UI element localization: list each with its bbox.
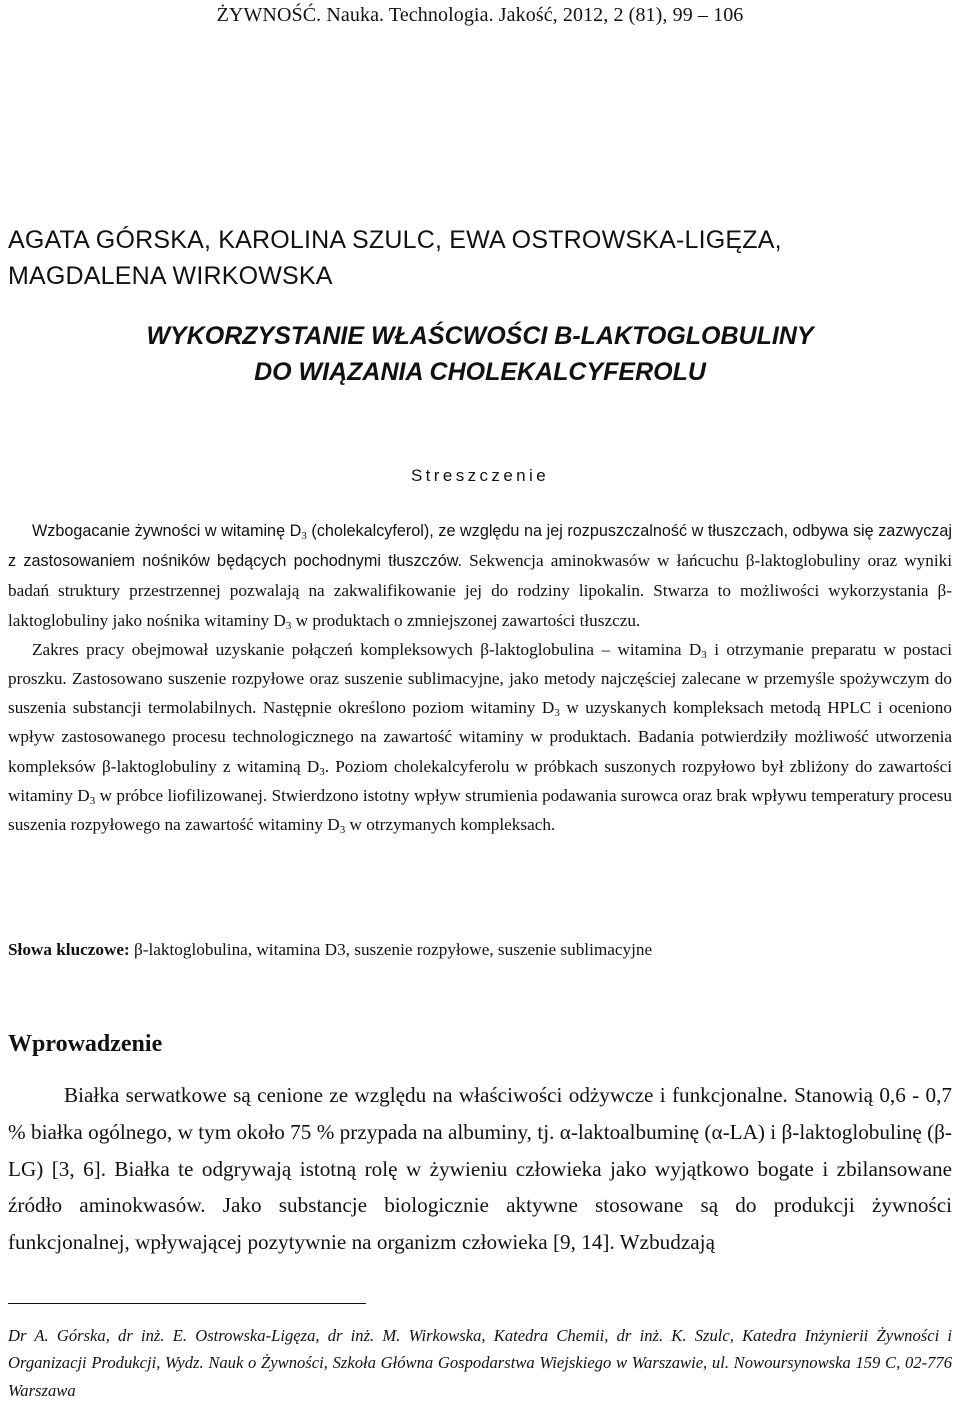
abstract-text: w uzyskanych kompleksach metodą HPLC i oceniono wpływ zastosowanego procesu technologicznego na zawartość witaminy w produktach. Badania potwierdziły możliwość utworzenia kompleksów β-laktoglobuliny z witaminą D: [8, 698, 952, 776]
subscript: 3: [554, 707, 560, 720]
footnote: [8, 1322, 952, 1404]
section-heading: Wprowadzenie: [8, 1031, 163, 1057]
intro-paragraph: Białka serwatkowe są cenione ze względu na właściwości odżywcze i funkcjonalne. Stanowią 0,6 - 0,7 % białka ogólnego, w tym około 75 % przypada na albuminy, tj. α-laktoalbuminę (α-LA) i β-laktoglobulinę (β-LG) [3, 6]. Białka te odgrywają istotną rolę w żywieniu człowieka jako wyjątkowo bogate i zbilansowane źródło aminokwasów. Jako substancje biologicznie aktywne stosowane są do produkcji żywności funkcjonalnej, wpływającej pozytywnie na organizm człowieka [9, 14]. Wzbudzają: [8, 1083, 952, 1255]
abstract-text: Wzbogacanie żywności w witaminę D: [32, 522, 302, 540]
authors-line-1: AGATA GÓRSKA, KAROLINA SZULC, EWA OSTROWSKA-LIGĘZA,: [8, 226, 782, 254]
footnote-rule: [8, 1303, 366, 1304]
abstract-text: Zakres pracy obejmował uzyskanie połączeń kompleksowych β-laktoglobulina – witamina D: [32, 639, 702, 659]
keywords-label: Słowa kluczowe:: [8, 940, 130, 959]
abstract-text: w próbce liofilizowanej. Stwierdzono istotny wpływ strumienia podawania surowca oraz brak wpływu temperatury procesu suszenia rozpyłowego na zawartość witaminy D: [8, 785, 952, 835]
subscript: 3: [89, 794, 96, 807]
abstract: [8, 516, 952, 839]
abstract-paragraph-1: [8, 516, 952, 635]
subscript: 3: [701, 648, 707, 661]
abstract-text: w otrzymanych kompleksach.: [345, 815, 556, 835]
abstract-text: (cholekalcyferol), ze względu na jej rozpuszczalność w tłuszczach, odbywa się zazwyczaj z zastosowaniem nośników będących pochodnymi tłuszczów.: [8, 522, 952, 571]
subscript: 3: [301, 530, 307, 542]
keywords: [8, 936, 952, 964]
abstract-paragraph-2: [8, 635, 952, 839]
title-line-2: DO WIĄZANIA CHOLEKALCYFEROLU: [254, 358, 706, 386]
running-head: ŻYWNOŚĆ. Nauka. Technologia. Jakość, 2012, 2 (81), 99 – 106: [216, 4, 744, 26]
abstract-text: Sekwencja aminokwasów w łańcuchu β-laktoglobuliny oraz wyniki badań struktury przestrzennej pozwalają na zakwalifikowanie jej do rodziny lipokalin. Stwarza to możliwości wykorzystania β-laktoglobuliny jako nośnika witaminy D: [8, 551, 952, 630]
subscript: 3: [285, 619, 292, 632]
footnote-text: Dr A. Górska, dr inż. E. Ostrowska-Ligęza, dr inż. M. Wirkowska, Katedra Chemii, dr inż. K. Szulc, Katedra Inżynierii Żywności i Organizacji Produkcji, Wydz. Nauk o Żywności, Szkoła Główna Gospodarstwa Wiejskiego w Warszawie, ul. Nowoursynowska 159 C, 02-776 Warszawa: [8, 1326, 952, 1400]
authors-line-2: MAGDALENA WIRKOWSKA: [8, 262, 333, 290]
title-line-1: WYKORZYSTANIE WŁAŚCWOŚCI B-LAKTOGLOBULINY: [146, 322, 814, 350]
authors: [8, 222, 952, 294]
keywords-text: β-laktoglobulina, witamina D3, suszenie rozpyłowe, suszenie sublimacyjne: [129, 940, 653, 959]
abstract-text: . Poziom cholekalcyferolu w próbkach suszonych rozpyłowo był zbliżony do zawartości witaminy D: [8, 756, 952, 805]
subscript: 3: [319, 765, 325, 778]
abstract-text: i otrzymanie preparatu w postaci proszku. Zastosowano suszenie rozpyłowe oraz suszenie sublimacyjne, jako metody najczęściej zalecane w przemyśle spożywczym do suszenia substancji termolabilnych. Następnie określono poziom witaminy D: [8, 639, 952, 718]
article-title: [8, 318, 952, 390]
abstract-heading: Streszczenie: [410, 466, 550, 485]
subscript: 3: [339, 824, 346, 837]
abstract-text: w produktach o zmniejszonej zawartości tłuszczu.: [291, 610, 641, 630]
